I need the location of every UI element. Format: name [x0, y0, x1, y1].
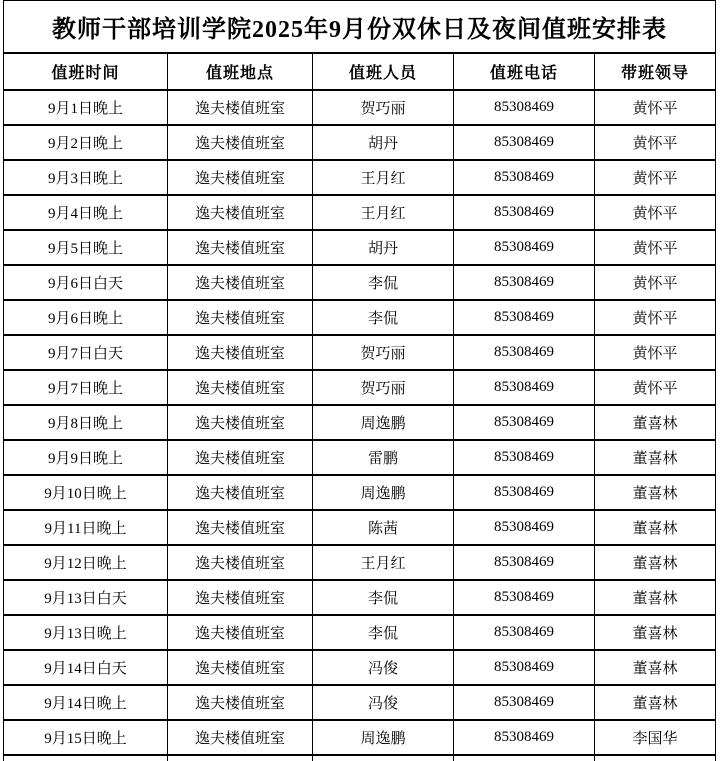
cell-time: 9月7日晚上 — [4, 370, 168, 405]
cell-time: 9月14日白天 — [4, 650, 168, 685]
header-row — [4, 53, 716, 90]
table-row — [4, 370, 716, 405]
table-row — [4, 230, 716, 265]
cell-location: 逸夫楼值班室 — [168, 510, 313, 545]
table-row — [4, 125, 716, 160]
cell-time: 9月14日晚上 — [4, 685, 168, 720]
cell-leader: 董喜林 — [595, 580, 716, 615]
cell-leader: 董喜林 — [595, 545, 716, 580]
column-header-phone: 值班电话 — [454, 53, 595, 90]
cell-phone: 85308469 — [454, 720, 595, 755]
cell-phone: 85308469 — [454, 440, 595, 475]
cell-phone: 85308469 — [454, 370, 595, 405]
cell-leader: 黄怀平 — [595, 90, 716, 125]
title-row — [4, 0, 716, 53]
cell-phone: 85308469 — [454, 510, 595, 545]
cell-leader: 黄怀平 — [595, 230, 716, 265]
cell-person: 李侃 — [313, 265, 454, 300]
table-row — [4, 335, 716, 370]
cell-person: 陈茜 — [313, 510, 454, 545]
cell-phone: 85308469 — [454, 125, 595, 160]
column-header-leader: 带班领导 — [595, 53, 716, 90]
cell-time: 9月2日晚上 — [4, 125, 168, 160]
cell-leader: 董喜林 — [595, 440, 716, 475]
table-row-partial — [4, 755, 716, 761]
cell-phone: 85308469 — [454, 650, 595, 685]
cell-empty — [4, 755, 168, 761]
cell-leader: 董喜林 — [595, 650, 716, 685]
cell-phone: 85308469 — [454, 195, 595, 230]
cell-person: 冯俊 — [313, 650, 454, 685]
table-row — [4, 685, 716, 720]
duty-table-body — [4, 90, 716, 761]
cell-person: 李侃 — [313, 580, 454, 615]
table-row — [4, 580, 716, 615]
cell-phone: 85308469 — [454, 615, 595, 650]
cell-time: 9月3日晚上 — [4, 160, 168, 195]
column-header-person: 值班人员 — [313, 53, 454, 90]
cell-phone: 85308469 — [454, 90, 595, 125]
cell-phone: 85308469 — [454, 160, 595, 195]
cell-location: 逸夫楼值班室 — [168, 125, 313, 160]
cell-leader: 黄怀平 — [595, 125, 716, 160]
table-row — [4, 300, 716, 335]
cell-location: 逸夫楼值班室 — [168, 265, 313, 300]
cell-phone: 85308469 — [454, 335, 595, 370]
cell-leader: 黄怀平 — [595, 370, 716, 405]
cell-location: 逸夫楼值班室 — [168, 160, 313, 195]
cell-location: 逸夫楼值班室 — [168, 720, 313, 755]
cell-phone: 85308469 — [454, 685, 595, 720]
cell-phone: 85308469 — [454, 580, 595, 615]
cell-location: 逸夫楼值班室 — [168, 370, 313, 405]
cell-location: 逸夫楼值班室 — [168, 230, 313, 265]
cell-location: 逸夫楼值班室 — [168, 335, 313, 370]
cell-leader: 黄怀平 — [595, 195, 716, 230]
cell-person: 贺巧丽 — [313, 335, 454, 370]
cell-person: 周逸鹏 — [313, 720, 454, 755]
cell-location: 逸夫楼值班室 — [168, 475, 313, 510]
cell-person: 周逸鹏 — [313, 405, 454, 440]
column-header-time: 值班时间 — [4, 53, 168, 90]
table-row — [4, 160, 716, 195]
cell-person: 胡丹 — [313, 230, 454, 265]
cell-time: 9月13日晚上 — [4, 615, 168, 650]
cell-person: 李侃 — [313, 300, 454, 335]
table-row — [4, 615, 716, 650]
cell-empty — [454, 755, 595, 761]
cell-empty — [168, 755, 313, 761]
table-row — [4, 90, 716, 125]
cell-location: 逸夫楼值班室 — [168, 90, 313, 125]
table-row — [4, 195, 716, 230]
cell-time: 9月7日白天 — [4, 335, 168, 370]
cell-person: 王月红 — [313, 545, 454, 580]
cell-empty — [313, 755, 454, 761]
cell-empty — [595, 755, 716, 761]
cell-leader: 董喜林 — [595, 615, 716, 650]
cell-time: 9月12日晚上 — [4, 545, 168, 580]
cell-location: 逸夫楼值班室 — [168, 195, 313, 230]
cell-time: 9月4日晚上 — [4, 195, 168, 230]
cell-leader: 李国华 — [595, 720, 716, 755]
cell-leader: 黄怀平 — [595, 300, 716, 335]
page-title: 教师干部培训学院2025年9月份双休日及夜间值班安排表 — [4, 0, 716, 53]
cell-leader: 黄怀平 — [595, 265, 716, 300]
cell-location: 逸夫楼值班室 — [168, 300, 313, 335]
cell-leader: 董喜林 — [595, 475, 716, 510]
cell-location: 逸夫楼值班室 — [168, 580, 313, 615]
cell-leader: 黄怀平 — [595, 160, 716, 195]
column-header-location: 值班地点 — [168, 53, 313, 90]
cell-time: 9月13日白天 — [4, 580, 168, 615]
cell-phone: 85308469 — [454, 300, 595, 335]
cell-location: 逸夫楼值班室 — [168, 615, 313, 650]
cell-time: 9月10日晚上 — [4, 475, 168, 510]
cell-time: 9月8日晚上 — [4, 405, 168, 440]
cell-person: 王月红 — [313, 195, 454, 230]
table-row — [4, 265, 716, 300]
cell-person: 雷鹏 — [313, 440, 454, 475]
cell-phone: 85308469 — [454, 475, 595, 510]
cell-time: 9月6日白天 — [4, 265, 168, 300]
cell-location: 逸夫楼值班室 — [168, 545, 313, 580]
cell-person: 李侃 — [313, 615, 454, 650]
cell-person: 冯俊 — [313, 685, 454, 720]
cell-leader: 董喜林 — [595, 685, 716, 720]
cell-leader: 黄怀平 — [595, 335, 716, 370]
table-row — [4, 475, 716, 510]
cell-leader: 董喜林 — [595, 405, 716, 440]
cell-time: 9月9日晚上 — [4, 440, 168, 475]
cell-leader: 董喜林 — [595, 510, 716, 545]
cell-person: 贺巧丽 — [313, 90, 454, 125]
cell-person: 王月红 — [313, 160, 454, 195]
cell-person: 胡丹 — [313, 125, 454, 160]
cell-time: 9月1日晚上 — [4, 90, 168, 125]
cell-location: 逸夫楼值班室 — [168, 440, 313, 475]
table-row — [4, 405, 716, 440]
table-row — [4, 720, 716, 755]
cell-phone: 85308469 — [454, 405, 595, 440]
cell-location: 逸夫楼值班室 — [168, 405, 313, 440]
cell-phone: 85308469 — [454, 230, 595, 265]
cell-location: 逸夫楼值班室 — [168, 685, 313, 720]
cell-time: 9月5日晚上 — [4, 230, 168, 265]
cell-person: 周逸鹏 — [313, 475, 454, 510]
cell-location: 逸夫楼值班室 — [168, 650, 313, 685]
cell-time: 9月15日晚上 — [4, 720, 168, 755]
cell-time: 9月11日晚上 — [4, 510, 168, 545]
table-row — [4, 510, 716, 545]
table-row — [4, 650, 716, 685]
cell-time: 9月6日晚上 — [4, 300, 168, 335]
table-row — [4, 440, 716, 475]
cell-phone: 85308469 — [454, 545, 595, 580]
table-row — [4, 545, 716, 580]
duty-schedule-table — [3, 0, 716, 761]
cell-phone: 85308469 — [454, 265, 595, 300]
cell-person: 贺巧丽 — [313, 370, 454, 405]
